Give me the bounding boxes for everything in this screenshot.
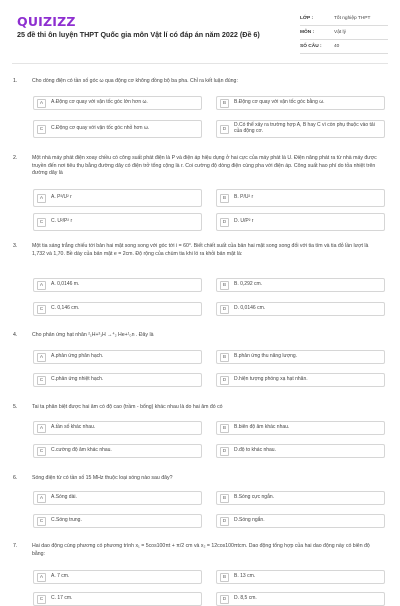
question-number: 2.: [13, 155, 18, 161]
option-letter: A: [37, 573, 46, 582]
option-text: C. 17 cm.: [51, 595, 73, 602]
question-text: Tai ta phân biệt được hai âm có độ cao (trầm - bổng) khác nhau là do hai âm đó có: [32, 404, 223, 410]
question-text: Hai dao động cùng phương có phương trình x₁ = 5cos100πt + π/2 cm và x₂ = 12cos100πtcm. Dao động tổng hợp của hai dao động này có biên độ bằng:: [32, 543, 370, 557]
worksheet-header: [0, 0, 400, 62]
option-letter: C: [37, 595, 46, 604]
option-letter: C: [37, 218, 46, 227]
option-letter: D: [220, 595, 229, 604]
option-text: C.phản ứng nhiệt hạch.: [51, 376, 104, 383]
option-text: C.Động cơ quay với vận tốc góc nhỏ hơn ω.: [51, 125, 150, 132]
option-text: B. 0,292 cm.: [234, 281, 263, 288]
question-number: 1.: [13, 78, 18, 84]
option-letter: B: [220, 281, 229, 290]
option-text: B.Sóng cực ngắn.: [234, 494, 275, 501]
option-b[interactable]: [216, 570, 385, 584]
option-text: C.Sóng trung.: [51, 517, 82, 524]
question-text: Sóng điện từ có tần số 15 MHz thuộc loại sóng nào sau đây?: [32, 475, 173, 481]
option-letter: D: [220, 125, 229, 134]
option-text: B.phản ứng thu năng lượng.: [234, 353, 298, 360]
question-text: Cho phản ứng hạt nhân ²₁H+³₁H →⁴₂ He+¹₀n . Đây là: [32, 332, 154, 338]
option-c[interactable]: [33, 514, 202, 528]
option-d[interactable]: [216, 120, 385, 138]
option-a[interactable]: [33, 189, 202, 207]
option-d[interactable]: [216, 373, 385, 387]
option-c[interactable]: [33, 444, 202, 458]
option-b[interactable]: [216, 96, 385, 110]
option-d[interactable]: [216, 444, 385, 458]
option-text: A.Động cơ quay với vận tốc góc lớn hơn ω.: [51, 99, 148, 106]
meta-row-subject: [300, 26, 388, 40]
meta-label: LỚP :: [300, 16, 314, 21]
option-d[interactable]: [216, 213, 385, 231]
option-text: B.biên độ âm khác nhau.: [234, 424, 290, 431]
option-letter: B: [220, 194, 229, 203]
worksheet-meta: [300, 12, 388, 54]
meta-row-count: [300, 40, 388, 54]
option-text: D.độ to khác nhau.: [234, 447, 276, 454]
option-letter: A: [37, 494, 46, 503]
option-text: D.Sóng ngắn.: [234, 517, 265, 524]
option-letter: B: [220, 573, 229, 582]
option-letter: A: [37, 424, 46, 433]
option-text: A.Sóng dài.: [51, 494, 77, 501]
option-letter: C: [37, 376, 46, 385]
option-c[interactable]: [33, 373, 202, 387]
option-letter: A: [37, 281, 46, 290]
option-letter: D: [220, 447, 229, 456]
option-text: D. 0,0146 cm.: [234, 305, 266, 312]
option-text: D.Có thể xảy ra trường hợp A, B hay C vì còn phụ thuộc vào tải của động cơ.: [234, 122, 375, 134]
option-letter: C: [37, 305, 46, 314]
option-letter: B: [220, 494, 229, 503]
option-letter: C: [37, 125, 46, 134]
option-letter: B: [220, 99, 229, 108]
option-text: B.Động cơ quay với vận tốc góc bằng ω.: [234, 99, 325, 106]
option-letter: D: [220, 218, 229, 227]
option-d[interactable]: [216, 302, 385, 316]
option-text: C.cường độ âm khác nhau.: [51, 447, 112, 454]
header-divider: [12, 63, 388, 64]
option-letter: A: [37, 353, 46, 362]
option-text: A.phản ứng phân hạch.: [51, 353, 104, 360]
option-a[interactable]: [33, 421, 202, 435]
option-letter: A: [37, 194, 46, 203]
option-a[interactable]: [33, 491, 202, 505]
option-c[interactable]: [33, 213, 202, 231]
option-letter: D: [220, 517, 229, 526]
question-text: Một tia sáng trắng chiếu tới bản hai mặt song song với góc tới i = 60°. Biết chiết suất của bản hai mặt song song đối với tia tím và tia đỏ lần lượt là 1,732 và 1,70. Bề dày của bản mặt e = 2cm. Độ rộng của chùm tia khi ló ra khỏi bản mặt là:: [32, 243, 369, 257]
worksheet-title: 25 đề thi ôn luyện THPT Quốc gia môn Vật lí có đáp án năm 2022 (Đề 6): [17, 30, 260, 39]
question-number: 3.: [13, 243, 18, 249]
question-number: 7.: [13, 543, 18, 549]
option-letter: A: [37, 99, 46, 108]
option-a[interactable]: [33, 570, 202, 584]
option-letter: C: [37, 447, 46, 456]
option-text: D.hiện tượng phóng xạ hạt nhân.: [234, 376, 308, 383]
option-letter: D: [220, 376, 229, 385]
option-text: C. U²/P² r: [51, 218, 73, 225]
option-c[interactable]: [33, 302, 202, 316]
option-c[interactable]: [33, 592, 202, 606]
option-text: D. U/P² r: [234, 218, 254, 225]
question-number: 4.: [13, 332, 18, 338]
meta-label: SỐ CÂU :: [300, 44, 322, 49]
option-d[interactable]: [216, 592, 385, 606]
option-text: B. P/U² r: [234, 194, 254, 201]
meta-label: MÔN :: [300, 30, 315, 35]
option-letter: B: [220, 353, 229, 362]
option-d[interactable]: [216, 514, 385, 528]
option-c[interactable]: [33, 120, 202, 138]
question-number: 5.: [13, 404, 18, 410]
option-b[interactable]: [216, 350, 385, 364]
option-letter: D: [220, 305, 229, 314]
option-b[interactable]: [216, 491, 385, 505]
quizizz-logo: QUIZIZZ: [17, 14, 76, 29]
option-text: A. P²/U² r: [51, 194, 72, 201]
option-b[interactable]: [216, 421, 385, 435]
meta-value: Vật lý: [334, 30, 346, 35]
option-a[interactable]: [33, 278, 202, 292]
option-letter: C: [37, 517, 46, 526]
option-a[interactable]: [33, 350, 202, 364]
option-text: A. 0,0146 m.: [51, 281, 80, 288]
option-text: A. 7 cm.: [51, 573, 70, 580]
option-text: D. 8,5 cm.: [234, 595, 257, 602]
question-text: Một nhà máy phát điện xoay chiều có công suất phát điện là P và điện áp hiệu dụng ở hai cực của máy phát là U. Điện năng phát ra từ nhà máy được truyền đến nơi tiêu thụ bằng đường dây có điện trở tổng cộng là r. Coi cường độ dòng điện cùng pha với điện áp. Công suất hao phí do tỏa nhiệt trên đường dây là: [32, 155, 377, 177]
option-text: B. 13 cm.: [234, 573, 256, 580]
option-text: A.tần số khác nhau.: [51, 424, 96, 431]
question-number: 6.: [13, 475, 18, 481]
option-b[interactable]: [216, 189, 385, 207]
option-a[interactable]: [33, 96, 202, 110]
meta-value: 40: [334, 44, 340, 49]
option-letter: B: [220, 424, 229, 433]
option-text: C. 0,146 cm.: [51, 305, 80, 312]
question-text: Cho dòng điện có tần số góc ω qua động cơ không đồng bộ ba pha. Chỉ ra kết luận đúng:: [32, 78, 238, 84]
meta-value: Tốt nghiệp THPT: [334, 16, 371, 21]
meta-row-class: [300, 12, 388, 26]
option-b[interactable]: [216, 278, 385, 292]
